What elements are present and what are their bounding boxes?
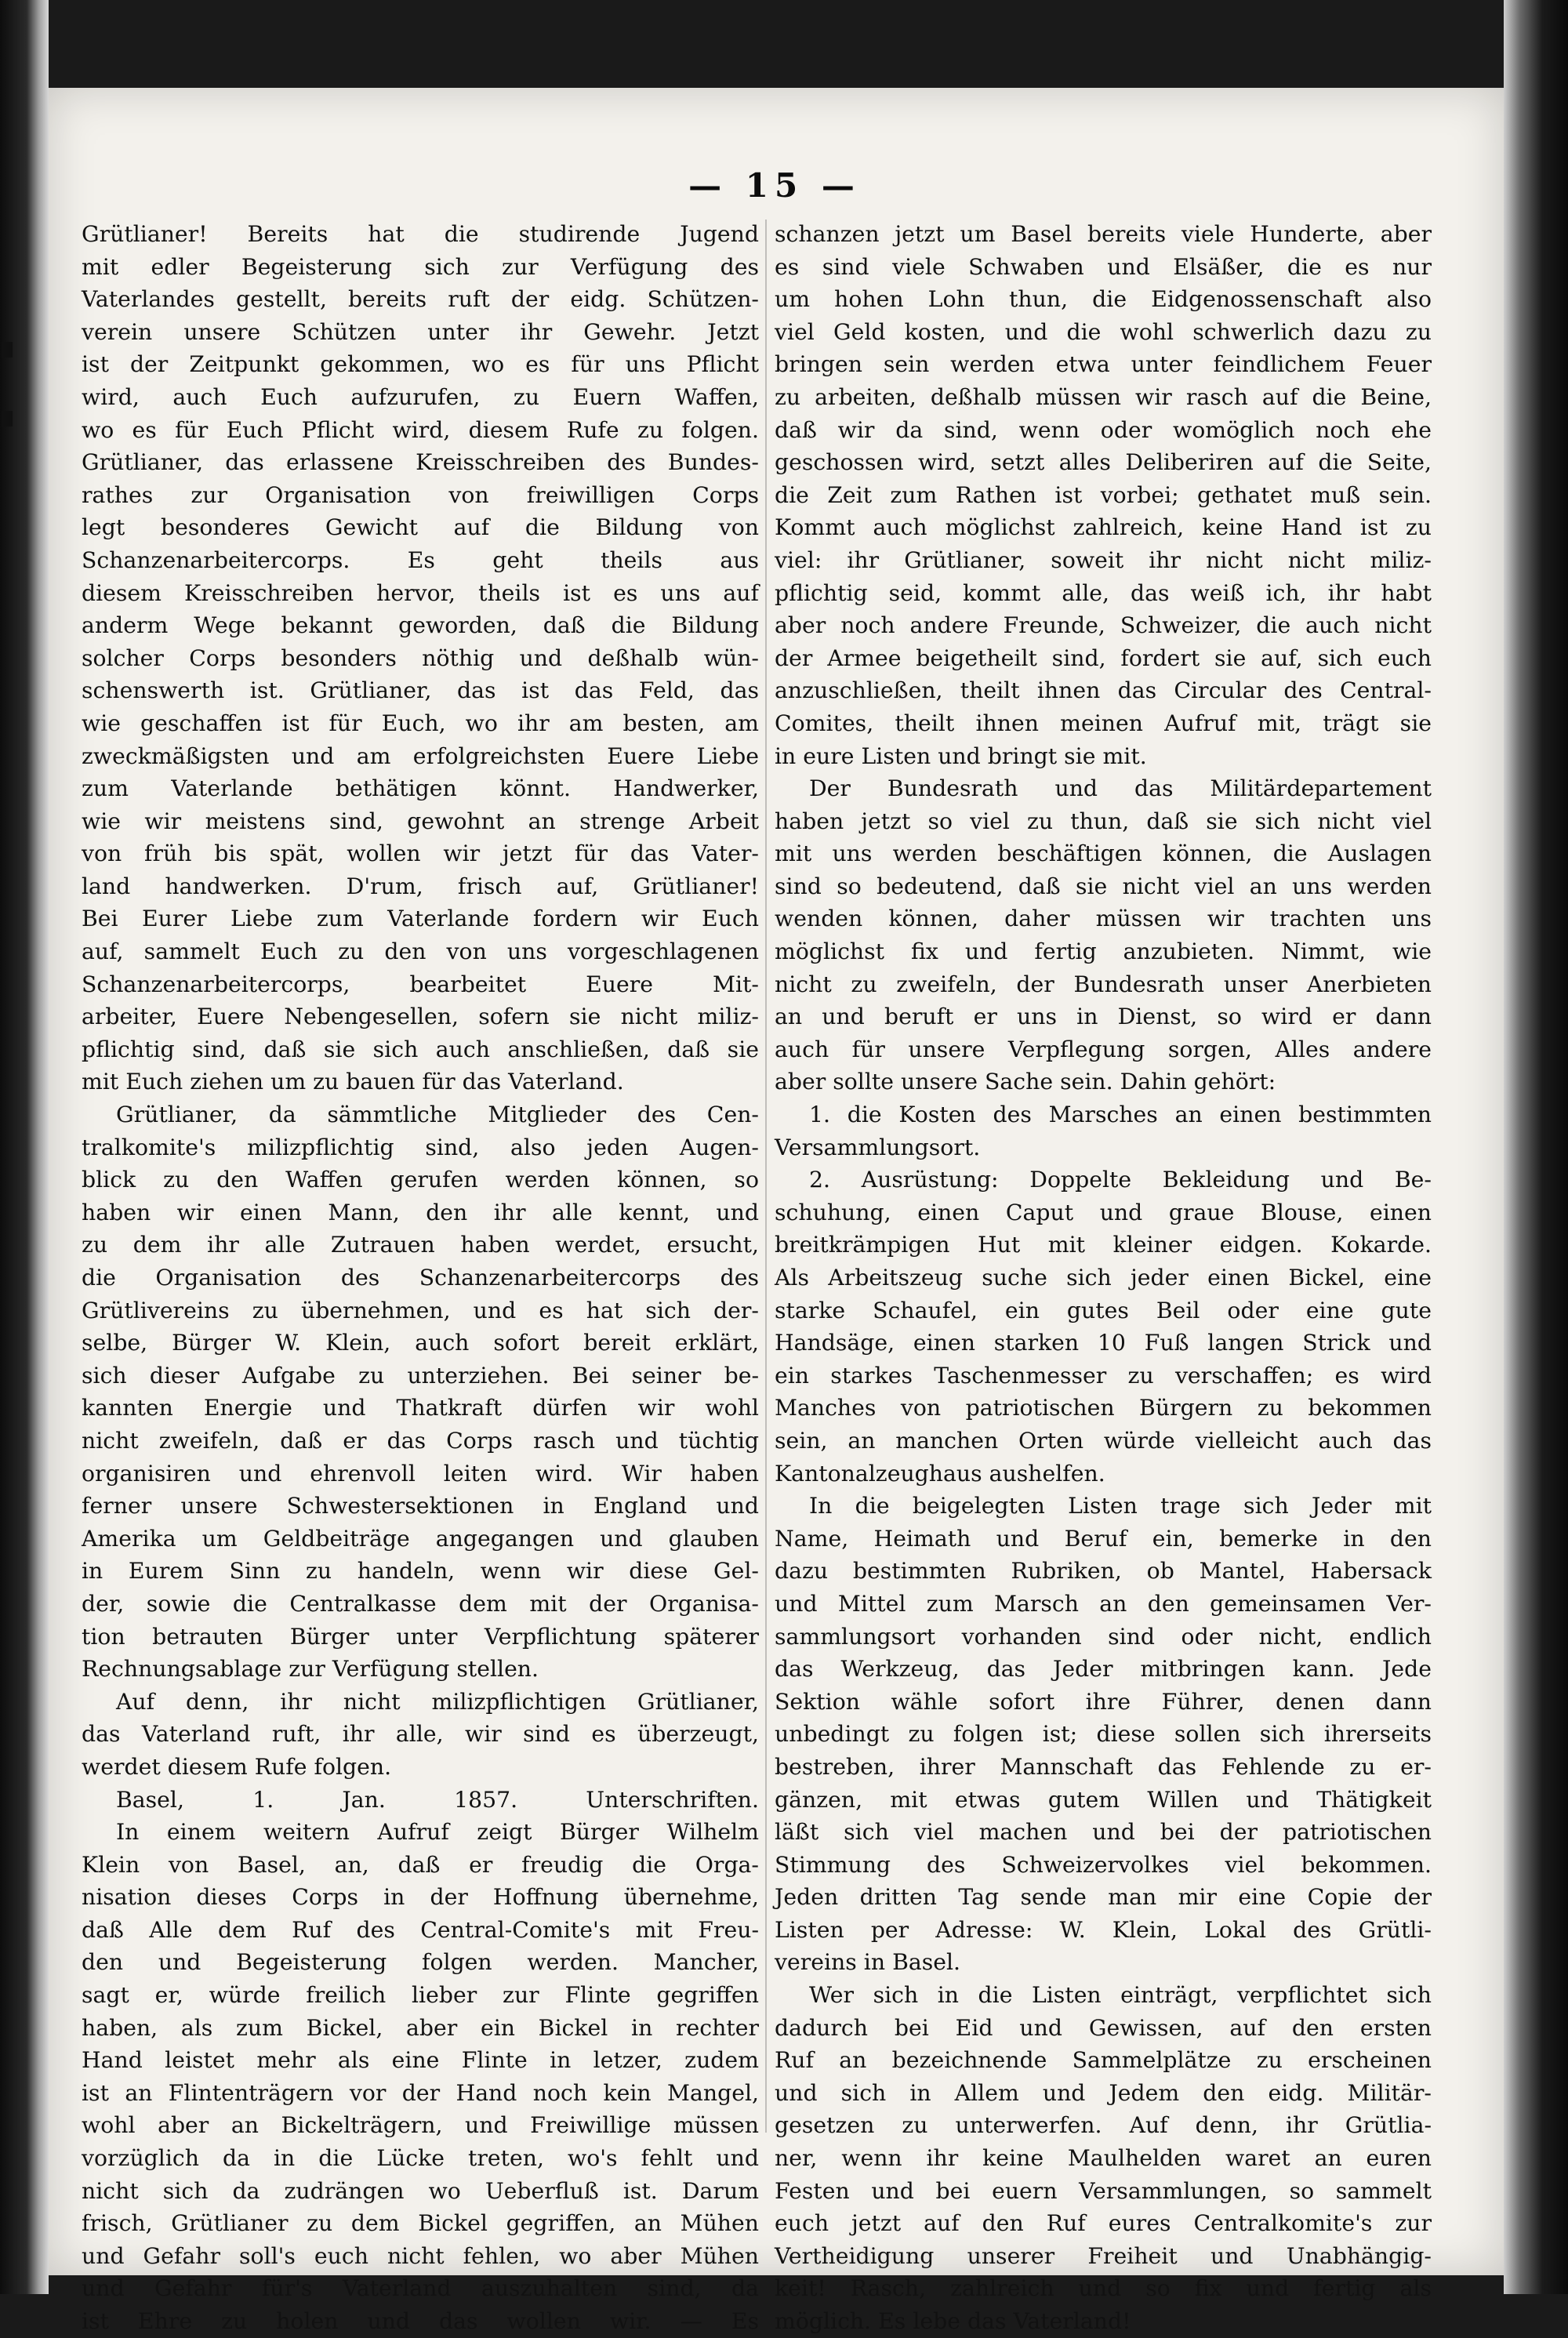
text-line: Grütlianer! Bereits hat die studirende Jugend [82,221,759,247]
text-line: sein, an manchen Orten würde vielleicht auch das [775,1427,1432,1454]
text-line: Schanzenarbeitercorps. Es geht theils aus [82,546,759,573]
text-line: Hand leistet mehr als eine Flinte in letzer, zudem [82,2047,759,2074]
text-line: ist Ehre zu holen und das wollen wir. — Es [82,2308,759,2334]
text-line: Wer sich in die Listen einträgt, verpflichtet sich [809,1982,1432,2009]
text-line: vorzüglich da in die Lücke treten, wo's fehlt und [82,2145,759,2172]
text-line: zum Vaterlande bethätigen könnt. Handwerker, [82,775,759,802]
text-line: Vaterlandes gestellt, bereits ruft der eidg. Schützen- [82,286,759,313]
text-line: ist der Zeitpunkt gekommen, wo es für uns Pflicht [82,351,759,378]
text-line: 1. die Kosten des Marsches an einen bestimmten [809,1102,1432,1128]
text-line: geschossen wird, setzt alles Deliberiren auf die Seite, [775,449,1432,476]
text-line: nisation dieses Corps in der Hoffnung übernehme, [82,1884,759,1911]
text-line: in eure Listen und bringt sie mit. [775,742,1147,769]
text-line: in Eurem Sinn zu handeln, wenn wir diese Gel- [82,1558,759,1585]
text-line: selbe, Bürger W. Klein, auch sofort bereit erklärt, [82,1330,759,1356]
margin-mark [2,411,13,427]
text-line: dazu bestimmten Rubriken, ob Mantel, Habersack [775,1558,1432,1585]
text-line: legt besonderes Gewicht auf die Bildung von [82,514,759,541]
text-line: wo es für Euch Pflicht wird, diesem Rufe zu folgen. [82,416,759,443]
text-line: gesetzen zu unterwerfen. Auf denn, ihr Grütlia- [775,2112,1432,2139]
text-line: möglich. Es lebe das Vaterland! [775,2308,1131,2334]
left-text-column [82,218,759,2334]
text-line: werdet diesem Rufe folgen. [82,1753,392,1780]
text-line: Jeden dritten Tag sende man mir eine Copie der [775,1884,1432,1911]
text-line: den und Begeisterung folgen werden. Mancher, [82,1949,759,1976]
text-line: dadurch bei Eid und Gewissen, auf den ersten [775,2014,1432,2041]
text-line: zweckmäßigsten und am erfolgreichsten Euere Liebe [82,742,759,769]
text-line: unbedingt zu folgen ist; diese sollen sich ihrerseits [775,1721,1432,1748]
text-line: Rechnungsablage zur Verfügung stellen. [82,1656,539,1683]
text-line: sammlungsort vorhanden sind oder nicht, endlich [775,1623,1432,1650]
text-line: Klein von Basel, an, daß er freudig die Orga- [82,1851,759,1878]
text-line: wie wir meistens sind, gewohnt an strenge Arbeit [82,808,759,834]
page-edge-shadow [1504,0,1568,2294]
text-line: sagt er, würde freilich lieber zur Flinte gegriffen [82,1982,759,2009]
text-line: Name, Heimath und Beruf ein, bemerke in den [775,1525,1432,1552]
text-line: Grütlianer, da sämmtliche Mitglieder des Cen- [116,1102,759,1128]
text-line: Sektion wähle sofort ihre Führer, denen dann [775,1688,1432,1715]
text-line: das Werkzeug, das Jeder mitbringen kann. Jede [775,1656,1432,1683]
text-line: Der Bundesrath und das Militärdepartement [809,775,1432,802]
text-line: schanzen jetzt um Basel bereits viele Hunderte, aber [775,221,1432,247]
text-line: schuhung, einen Caput und graue Blouse, einen [775,1199,1432,1225]
text-line: von früh bis spät, wollen wir jetzt für das Vater- [82,840,759,867]
text-line: Grütlianer, das erlassene Kreisschreiben des Bundes- [82,449,759,476]
text-line: wenden können, daher müssen wir trachten uns [775,906,1432,932]
text-line: starke Schaufel, ein gutes Beil oder eine gute [775,1297,1432,1323]
text-line: In einem weitern Aufruf zeigt Bürger Wilhelm [116,1819,759,1846]
text-line: Manches von patriotischen Bürgern zu bekommen [775,1395,1432,1421]
text-line: viel Geld kosten, und die wohl schwerlich dazu zu [775,318,1432,345]
text-line: Bei Eurer Liebe zum Vaterlande fordern wir Euch [82,906,759,932]
right-text-column [775,218,1432,2334]
text-line: mit uns werden beschäftigen können, die Auslagen [775,840,1432,867]
text-line: aber noch andere Freunde, Schweizer, die auch nicht [775,612,1432,639]
text-line: ferner unsere Schwestersektionen in England und [82,1493,759,1519]
text-line: euch jetzt auf den Ruf eures Centralkomite's zur [775,2210,1432,2237]
text-line: möglichst fix und fertig anzubieten. Nimmt, wie [775,938,1432,965]
text-line: Grütlivereins zu übernehmen, und es hat sich der- [82,1297,759,1323]
text-line: an und beruft er uns in Dienst, so wird er dann [775,1004,1432,1030]
text-line: arbeiter, Euere Nebengesellen, sofern sie nicht miliz- [82,1004,759,1030]
text-line: um hohen Lohn thun, die Eidgenossenschaft also [775,286,1432,313]
text-line: läßt sich viel machen und bei der patriotischen [775,1819,1432,1846]
text-line: wohl aber an Bickelträgern, und Freiwillige müssen [82,2112,759,2139]
text-line: pflichtig seid, kommt alle, das weiß ich, ihr habt [775,579,1432,606]
text-line: anzuschließen, theilt ihnen das Circular des Central- [775,677,1432,704]
text-line: zu dem ihr alle Zutrauen haben werdet, ersucht, [82,1232,759,1258]
text-line: Versammlungsort. [775,1134,981,1160]
text-line: und sich in Allem und Jedem den eidg. Militär- [775,2079,1432,2106]
text-line: der Armee beigetheilt sind, fordert sie auf, sich euch [775,644,1432,671]
text-line: haben jetzt so viel zu thun, daß sie sich nicht viel [775,808,1432,834]
column-divider [765,220,767,2133]
text-line: Schanzenarbeitercorps, bearbeitet Euere Mit- [82,971,759,997]
text-line: zu arbeiten, deßhalb müssen wir rasch auf die Beine, [775,383,1432,410]
text-line: verein unsere Schützen unter ihr Gewehr. Jetzt [82,318,759,345]
text-line: Ruf an bezeichnende Sammelplätze zu erscheinen [775,2047,1432,2074]
text-line: aber sollte unsere Sache sein. Dahin gehört: [775,1069,1276,1095]
text-line: daß wir da sind, wenn oder womöglich noch ehe [775,416,1432,443]
text-line: nicht zu zweifeln, der Bundesrath unser Anerbieten [775,971,1432,997]
text-line: anderm Wege bekannt geworden, daß die Bildung [82,612,759,639]
text-line: Festen und bei euern Versammlungen, so sammelt [775,2177,1432,2204]
text-line: vereins in Basel. [775,1949,961,1976]
text-line: die Zeit zum Rathen ist vorbei; gethatet muß sein. [775,481,1432,508]
text-line: diesem Kreisschreiben hervor, theils ist es uns auf [82,579,759,606]
text-line: 2. Ausrüstung: Doppelte Bekleidung und Be- [809,1167,1432,1193]
margin-mark [2,342,13,358]
text-line: mit edler Begeisterung sich zur Verfügung des [82,253,759,280]
text-line: In die beigelegten Listen trage sich Jeder mit [809,1493,1432,1519]
text-line: solcher Corps besonders nöthig und deßhalb wün- [82,644,759,671]
text-line: haben, als zum Bickel, aber ein Bickel in rechter [82,2014,759,2041]
text-line: gänzen, mit etwas gutem Willen und Thätigkeit [775,1786,1432,1813]
text-line: sind so bedeutend, daß sie nicht viel an uns werden [775,873,1432,899]
text-line: Stimmung des Schweizervolkes viel bekommen. [775,1851,1432,1878]
text-line: schenswerth ist. Grütlianer, das ist das Feld, das [82,677,759,704]
text-line: Auf denn, ihr nicht milizpflichtigen Grütlianer, [116,1688,759,1715]
text-line: land handwerken. D'rum, frisch auf, Grütlianer! [82,873,759,899]
text-line: tralkomite's milizpflichtig sind, also jeden Augen- [82,1134,759,1160]
text-line: und Gefahr für's Vaterland auszuhalten sind, da [82,2275,759,2302]
text-line: Als Arbeitszeug suche sich jeder einen Bickel, eine [775,1265,1432,1291]
text-line: Comites, theilt ihnen meinen Aufruf mit, trägt sie [775,710,1432,736]
text-line: Handsäge, einen starken 10 Fuß langen Strick und [775,1330,1432,1356]
text-line: nicht zweifeln, daß er das Corps rasch und tüchtig [82,1427,759,1454]
text-line: breitkrämpigen Hut mit kleiner eidgen. Kokarde. [775,1232,1432,1258]
text-line: bestreben, ihrer Mannschaft das Fehlende zu er- [775,1753,1432,1780]
text-line: ist an Flintenträgern vor der Hand noch kein Mangel, [82,2079,759,2106]
text-line: auch für unsere Verpflegung sorgen, Alles andere [775,1036,1432,1062]
text-line: rathes zur Organisation von freiwilligen Corps [82,481,759,508]
text-line: keit! Rasch, zahlreich und so fix und fertig als [775,2275,1432,2302]
text-line: pflichtig sind, daß sie sich auch anschließen, daß sie [82,1036,759,1062]
text-line: die Organisation des Schanzenarbeitercorps des [82,1265,759,1291]
text-line: Vertheidigung unserer Freiheit und Unabhängig- [775,2242,1432,2269]
text-line: ein starkes Taschenmesser zu verschaffen; es wird [775,1362,1432,1389]
text-line: ner, wenn ihr keine Maulhelden waret an euren [775,2145,1432,2172]
text-line: nicht sich da zudrängen wo Ueberfluß ist. Darum [82,2177,759,2204]
text-line: Kommt auch möglichst zahlreich, keine Hand ist zu [775,514,1432,541]
text-line: bringen sein werden etwa unter feindlichem Feuer [775,351,1432,378]
text-line: das Vaterland ruft, ihr alle, wir sind es überzeugt, [82,1721,759,1748]
text-line: und Mittel zum Marsch an den gemeinsamen Ver- [775,1590,1432,1617]
text-line: kannten Energie und Thatkraft dürfen wir wohl [82,1395,759,1421]
text-line: Basel, 1. Jan. 1857. Unterschriften. [116,1786,759,1813]
text-line: auf, sammelt Euch zu den von uns vorgeschlagenen [82,938,759,965]
text-line: Kantonalzeughaus aushelfen. [775,1460,1105,1487]
text-line: Listen per Adresse: W. Klein, Lokal des Grütli- [775,1916,1432,1943]
text-line: blick zu den Waffen gerufen werden können, so [82,1167,759,1193]
text-line: tion betrauten Bürger unter Verpflichtung späterer [82,1623,759,1650]
text-line: mit Euch ziehen um zu bauen für das Vaterland. [82,1069,624,1095]
text-line: es sind viele Schwaben und Elsäßer, die es nur [775,253,1432,280]
text-line: Amerika um Geldbeiträge angegangen und glauben [82,1525,759,1552]
page-number: — 15 — [688,166,861,205]
text-line: und Gefahr soll's euch nicht fehlen, wo aber Mühen [82,2242,759,2269]
text-line: haben wir einen Mann, den ihr alle kennt, und [82,1199,759,1225]
text-line: sich dieser Aufgabe zu unterziehen. Bei seiner be- [82,1362,759,1389]
text-line: wie geschaffen ist für Euch, wo ihr am besten, am [82,710,759,736]
text-line: organisiren und ehrenvoll leiten wird. Wir haben [82,1460,759,1487]
text-line: wird, auch Euch aufzurufen, zu Euern Waffen, [82,383,759,410]
text-line: der, sowie die Centralkasse dem mit der Organisa- [82,1590,759,1617]
text-line: viel: ihr Grütlianer, soweit ihr nicht nicht miliz- [775,546,1432,573]
text-line: frisch, Grütlianer zu dem Bickel gegriffen, an Mühen [82,2210,759,2237]
text-line: daß Alle dem Ruf des Central-Comite's mit Freu- [82,1916,759,1943]
